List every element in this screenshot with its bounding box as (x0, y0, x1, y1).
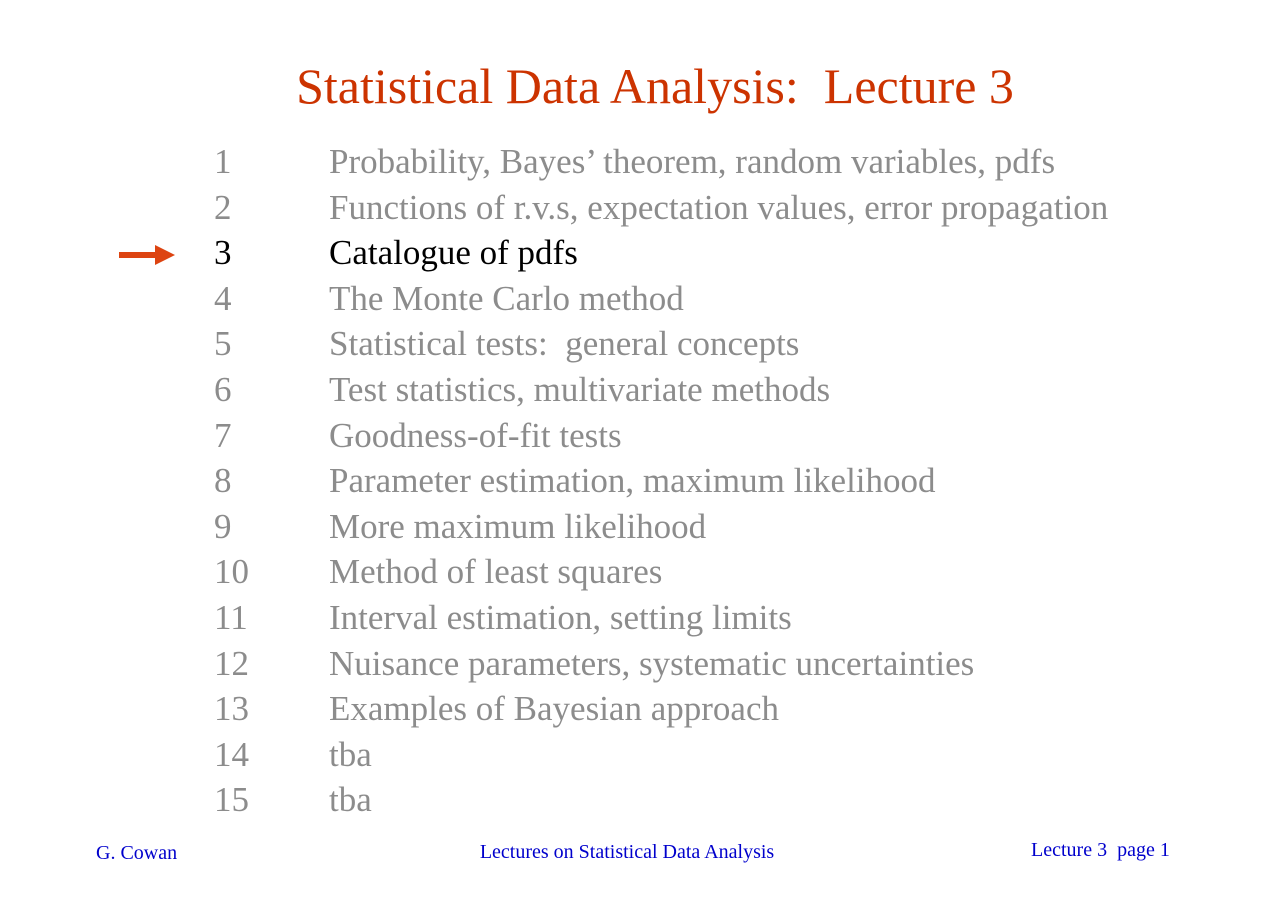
lecture-number: 6 (214, 370, 232, 409)
footer-page: Lecture 3 page 1 (1031, 839, 1170, 861)
slide-title: Statistical Data Analysis: Lecture 3 (296, 58, 1014, 114)
lecture-number: 7 (214, 415, 232, 455)
lecture-topic: Probability, Bayes’ theorem, random variables, pdfs (329, 142, 1056, 181)
lecture-number: 13 (214, 689, 249, 729)
lecture-number: 10 (214, 552, 249, 592)
lecture-topic: Functions of r.v.s, expectation values, error propagation (329, 187, 1109, 227)
lecture-number: 5 (214, 324, 232, 364)
lecture-number: 14 (214, 734, 249, 774)
lecture-number: 2 (214, 187, 232, 227)
footer-course: Lectures on Statistical Data Analysis (479, 841, 775, 863)
lecture-number: 9 (214, 506, 232, 546)
lecture-topic: Parameter estimation, maximum likelihood (329, 461, 936, 501)
lecture-topic: More maximum likelihood (329, 506, 707, 546)
lecture-topic: tba (329, 780, 372, 820)
lecture-number: 3 (214, 233, 232, 273)
lecture-topic: tba (329, 734, 372, 774)
lecture-number: 8 (214, 461, 232, 501)
lecture-number: 1 (214, 142, 232, 181)
lecture-topic: Interval estimation, setting limits (329, 598, 792, 637)
lecture-topic: Method of least squares (329, 552, 663, 592)
current-lecture-arrow-icon (119, 245, 175, 265)
lecture-topic: Test statistics, multivariate methods (329, 370, 831, 409)
lecture-topic: Statistical tests: general concepts (329, 324, 800, 364)
lecture-number: 4 (214, 278, 232, 318)
footer-author: G. Cowan (96, 842, 178, 864)
lecture-topic: Goodness-of-fit tests (329, 415, 622, 455)
lecture-topic: The Monte Carlo method (329, 278, 684, 318)
lecture-topic: Catalogue of pdfs (329, 233, 578, 273)
lecture-number: 11 (214, 598, 248, 637)
lecture-number: 12 (214, 643, 249, 683)
lecture-topic: Examples of Bayesian approach (329, 689, 779, 729)
lecture-topic: Nuisance parameters, systematic uncertainties (329, 643, 975, 683)
lecture-number: 15 (214, 780, 249, 820)
